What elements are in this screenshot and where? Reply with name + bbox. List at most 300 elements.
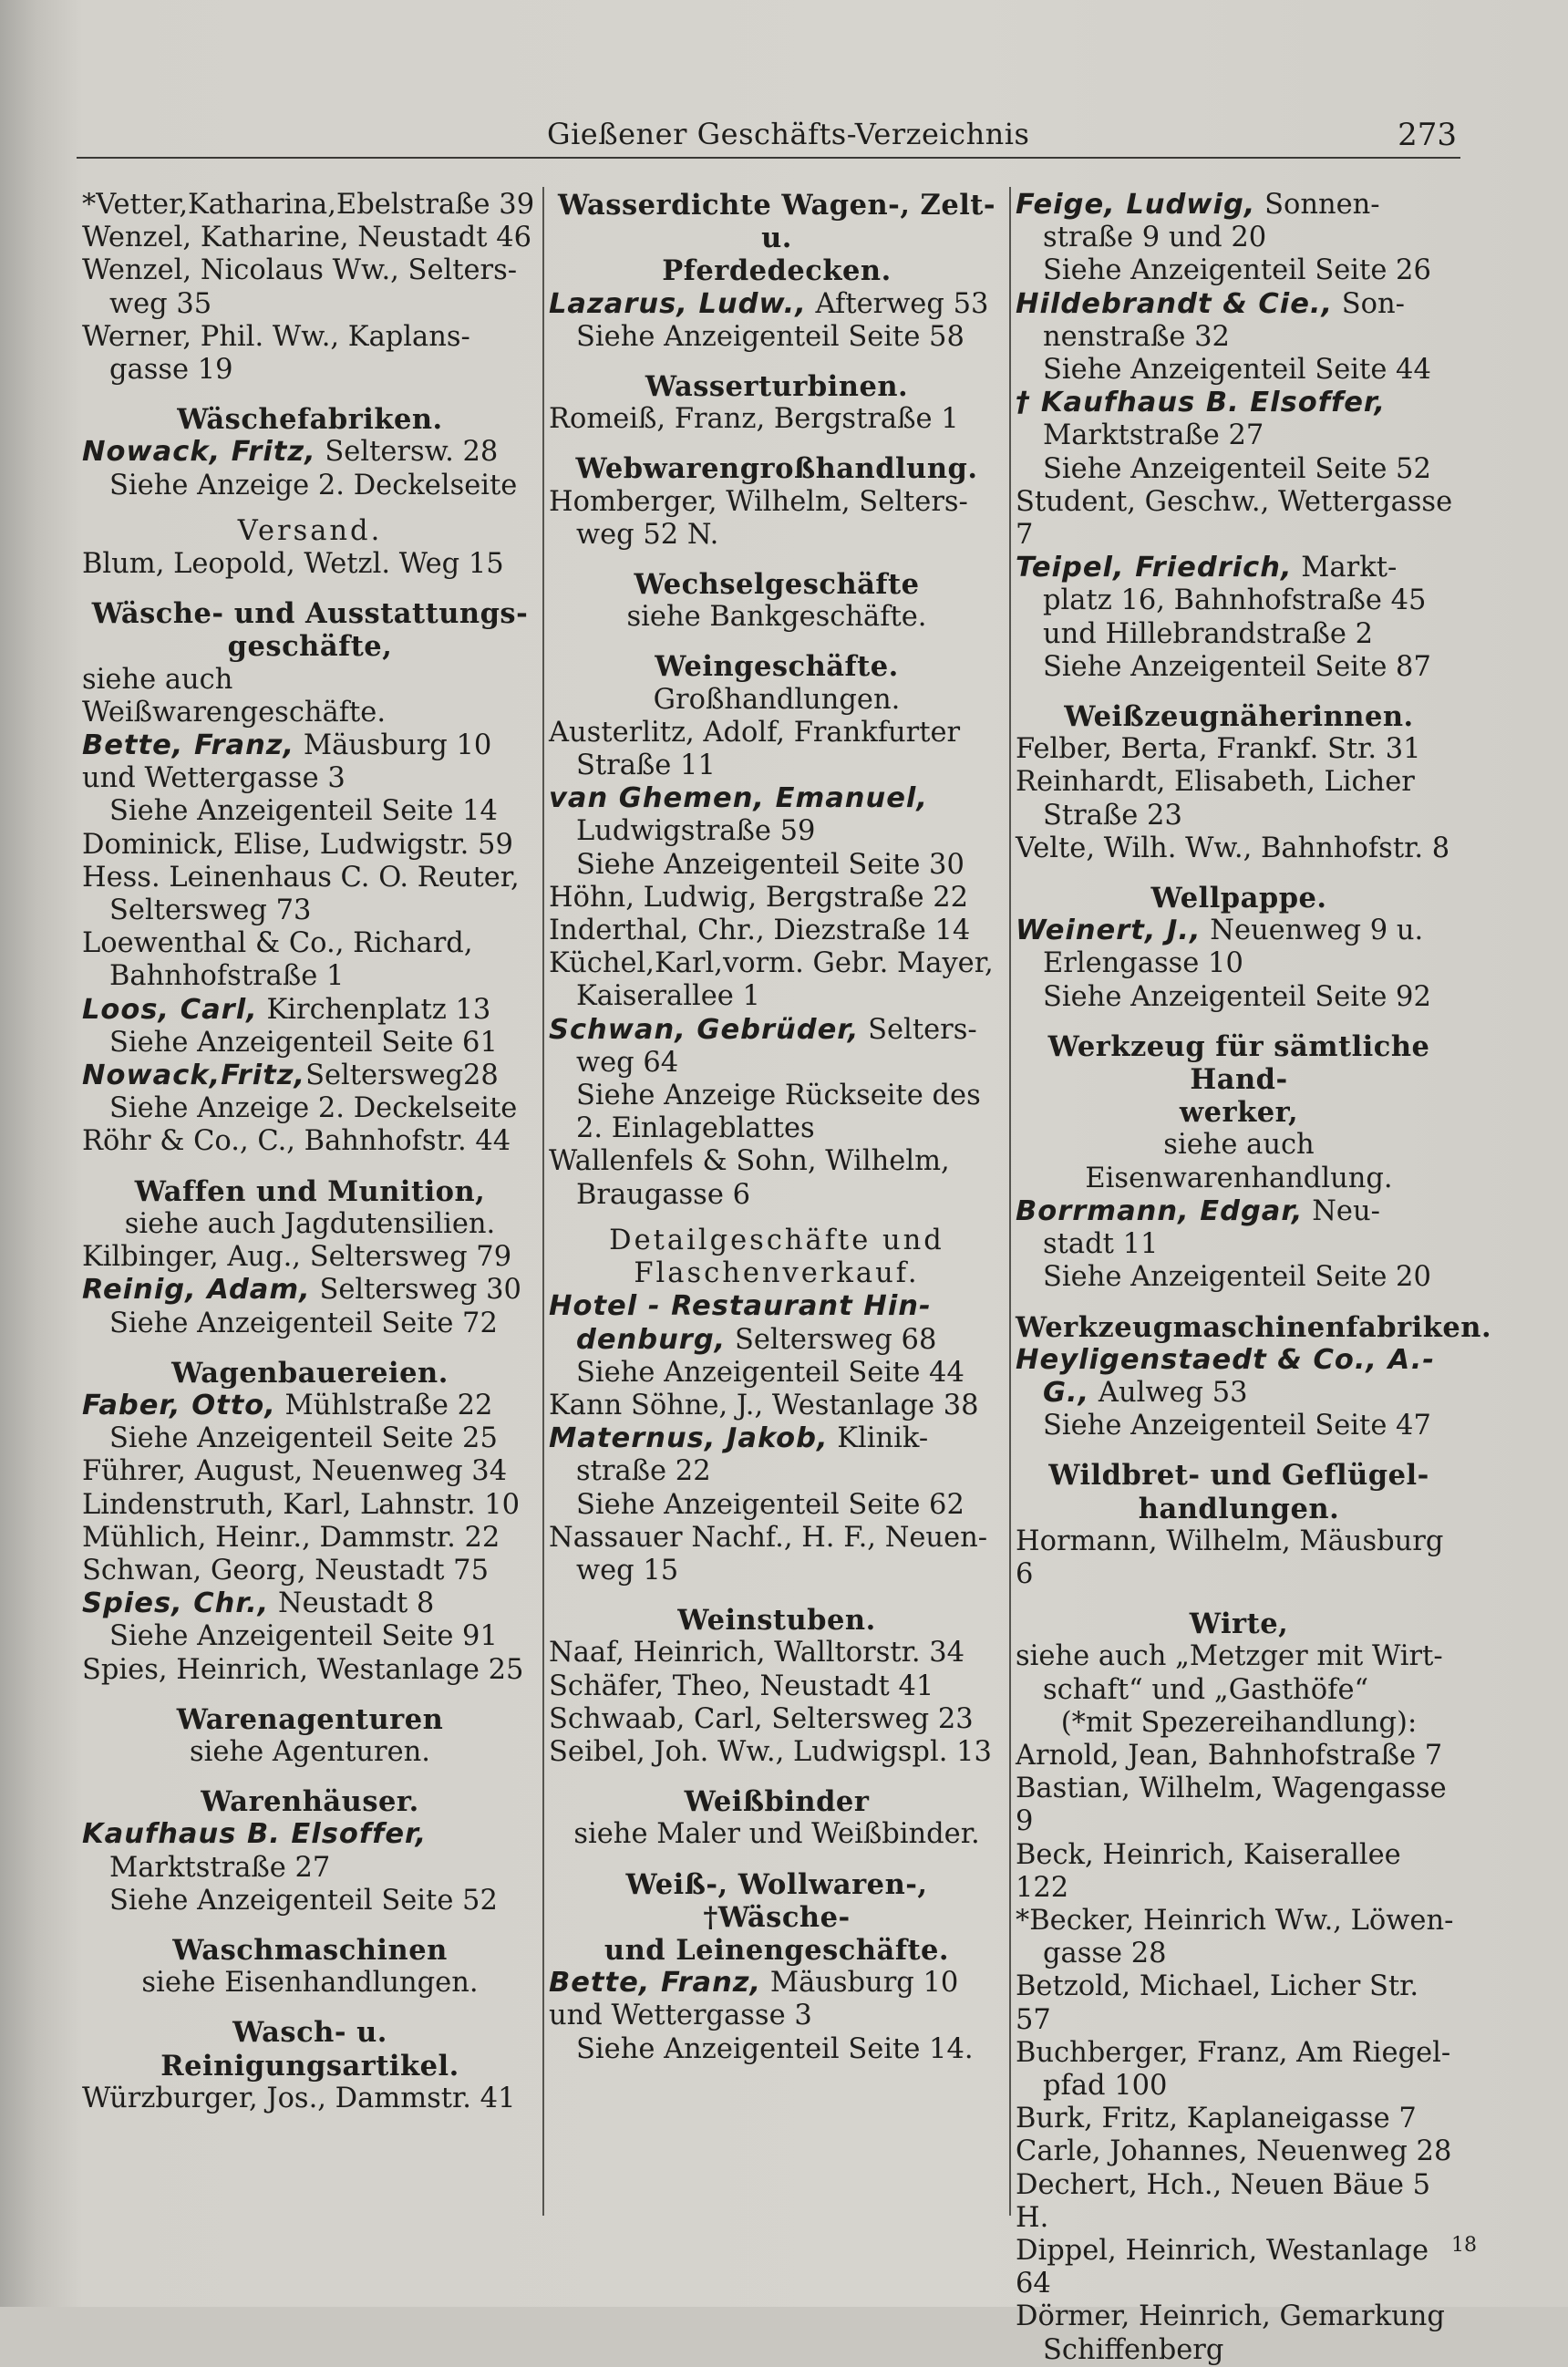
directory-entry bbox=[1016, 915, 1462, 947]
entry-text: Wellpappe. bbox=[1150, 882, 1327, 915]
section-heading bbox=[1016, 1310, 1492, 1344]
entry-text: Waschmaschinen bbox=[172, 1933, 448, 1967]
section-heading bbox=[1016, 700, 1462, 733]
advertiser-name: Nowack,Fritz, bbox=[82, 1059, 306, 1092]
entry-continuation bbox=[549, 1324, 1005, 1357]
advertiser-name: Hildebrandt & Cie., bbox=[1016, 287, 1334, 320]
directory-entry bbox=[82, 862, 538, 894]
directory-entry bbox=[82, 1059, 538, 1092]
entry-continuation bbox=[549, 1179, 1005, 1212]
entry-continuation bbox=[549, 1555, 1005, 1587]
entry-text: siehe Maler und Weißbinder. bbox=[573, 1818, 980, 1851]
entry-text: geschäfte, bbox=[227, 630, 393, 664]
entry-text: Hormann, Wilhelm, Mäusburg 6 bbox=[1016, 1525, 1444, 1590]
entry-text: Arnold, Jean, Bahnhofstraße 7 bbox=[1016, 1739, 1443, 1772]
entry-text: Werner, Phil. Ww., Kaplans- bbox=[82, 320, 470, 353]
entry-text: Webwarengroßhandlung. bbox=[575, 452, 978, 486]
directory-entry bbox=[549, 288, 1005, 321]
directory-entry bbox=[549, 1967, 1005, 2000]
directory-entry bbox=[1016, 2169, 1462, 2235]
advertiser-name: Reinig, Adam, bbox=[82, 1274, 311, 1307]
entry-text: und Leinengeschäfte. bbox=[603, 1933, 950, 1967]
entry-text: Selters- bbox=[859, 1013, 977, 1046]
entry-text: stadt 11 bbox=[1043, 1228, 1159, 1261]
entry-text: weg 64 bbox=[576, 1046, 679, 1079]
entry-text: Dechert, Hch., Neuen Bäue 5 H. bbox=[1016, 2168, 1431, 2234]
entry-text: schaft“ und „Gasthöfe“ bbox=[1043, 1673, 1369, 1706]
entry-text: Siehe Anzeigenteil Seite 14 bbox=[109, 795, 498, 828]
entry-continuation bbox=[82, 354, 538, 387]
directory-entry bbox=[82, 2083, 538, 2115]
entry-continuation bbox=[1016, 2070, 1462, 2103]
entry-text: Markt- bbox=[1292, 552, 1398, 584]
section-heading-continuation bbox=[1016, 1096, 1462, 1129]
entry-text: Wechselgeschäfte bbox=[634, 568, 920, 602]
sheet-signature: 18 bbox=[1451, 2234, 1477, 2257]
entry-text: Kaiserallee 1 bbox=[576, 980, 760, 1013]
entry-continuation bbox=[549, 1357, 1005, 1390]
page-number: 273 bbox=[1398, 117, 1457, 153]
directory-entry bbox=[1016, 1773, 1462, 1838]
entry-text: Siehe Anzeigenteil Seite 25 bbox=[109, 1422, 498, 1455]
entry-continuation bbox=[549, 849, 1005, 882]
directory-entry bbox=[82, 762, 538, 795]
entry-text: siehe Bankgeschäfte. bbox=[626, 601, 927, 634]
entry-text: Siehe Anzeige 2. Deckelseite bbox=[109, 1092, 518, 1125]
running-title: Gießener Geschäfts-Verzeichnis bbox=[547, 117, 1030, 151]
entry-text: Carle, Johannes, Neuenweg 28 bbox=[1016, 2135, 1452, 2168]
entry-text: Siehe Anzeigenteil Seite 47 bbox=[1043, 1410, 1431, 1442]
directory-entry bbox=[1016, 288, 1462, 321]
entry-text: Höhn, Ludwig, Bergstraße 22 bbox=[549, 881, 969, 914]
section-heading bbox=[82, 1175, 538, 1208]
cross-reference bbox=[549, 601, 1005, 634]
entry-text: pfad 100 bbox=[1043, 2069, 1168, 2102]
directory-entry bbox=[82, 321, 538, 354]
directory-entry bbox=[549, 1290, 1005, 1323]
entry-continuation bbox=[1016, 981, 1462, 1014]
column-left bbox=[82, 189, 538, 2115]
advertiser-name: van Ghemen, Emanuel, bbox=[549, 782, 928, 815]
entry-text: Velte, Wilh. Ww., Bahnhofstr. 8 bbox=[1016, 832, 1450, 864]
entry-text: Spies, Heinrich, Westanlage 25 bbox=[82, 1653, 524, 1686]
entry-text: Werkzeug für sämtliche Hand- bbox=[1047, 1029, 1430, 1097]
entry-text: Reinhardt, Elisabeth, Licher bbox=[1016, 766, 1415, 799]
entry-text: *Becker, Heinrich Ww., Löwen- bbox=[1016, 1904, 1454, 1937]
entry-continuation bbox=[549, 2033, 1005, 2066]
section-heading bbox=[549, 1868, 1005, 1934]
cross-reference bbox=[82, 1208, 538, 1241]
entry-text: und Hillebrandstraße 2 bbox=[1043, 617, 1374, 650]
entry-text: Mühlstraße 22 bbox=[275, 1389, 493, 1421]
entry-text: Kann Söhne, J., Westanlage 38 bbox=[549, 1389, 979, 1421]
entry-continuation bbox=[549, 980, 1005, 1013]
directory-entry bbox=[1016, 1525, 1462, 1591]
directory-entry bbox=[549, 1670, 1005, 1703]
entry-text: Mühlich, Heinr., Dammstr. 22 bbox=[82, 1521, 500, 1554]
advertiser-name: G., bbox=[1043, 1376, 1090, 1409]
entry-text: Erlengasse 10 bbox=[1043, 947, 1243, 980]
entry-text: Straße 23 bbox=[1043, 799, 1182, 832]
entry-continuation bbox=[82, 960, 538, 993]
directory-entry bbox=[1016, 1740, 1462, 1773]
advertiser-name: denburg, bbox=[576, 1323, 727, 1356]
entry-text: siehe auch Jagdutensilien. bbox=[124, 1207, 496, 1240]
entry-text: siehe Eisenhandlungen. bbox=[141, 1967, 479, 2000]
advertiser-name: Loos, Carl, bbox=[82, 993, 258, 1026]
entry-text: Seltersweg28 bbox=[305, 1059, 499, 1092]
entry-continuation bbox=[549, 1047, 1005, 1080]
section-heading bbox=[1016, 1459, 1462, 1492]
entry-text: Weiß-, Wollwaren-, †Wäsche- bbox=[625, 1867, 928, 1934]
entry-text: weg 15 bbox=[576, 1554, 679, 1587]
entry-text: Siehe Anzeigenteil Seite 52 bbox=[1043, 452, 1431, 485]
entry-text: (*mit Spezereihandlung): bbox=[1060, 1706, 1418, 1739]
entry-continuation bbox=[1016, 1410, 1462, 1442]
section-heading bbox=[82, 1357, 538, 1390]
section-heading bbox=[82, 2016, 538, 2082]
entry-text: weg 35 bbox=[109, 287, 212, 320]
entry-text: Son- bbox=[1333, 287, 1405, 320]
cross-reference bbox=[1016, 1129, 1462, 1194]
entry-text: Buchberger, Franz, Am Riegel- bbox=[1016, 2036, 1451, 2069]
section-heading-continuation bbox=[82, 630, 538, 663]
section-heading bbox=[549, 1604, 1005, 1637]
directory-entry bbox=[549, 947, 1005, 980]
directory-entry bbox=[549, 915, 1005, 947]
entry-text: Weingeschäfte. bbox=[655, 650, 899, 684]
entry-text: Hess. Leinenhaus C. O. Reuter, bbox=[82, 861, 520, 894]
advertiser-name: Maternus, Jakob, bbox=[549, 1422, 829, 1455]
entry-text: Seltersweg 73 bbox=[109, 894, 312, 927]
entry-text: Detailgeschäfte und bbox=[609, 1224, 944, 1256]
directory-entry bbox=[549, 782, 1005, 815]
entry-text: Siehe Anzeigenteil Seite 62 bbox=[576, 1488, 965, 1521]
entry-text: Röhr & Co., C., Bahnhofstr. 44 bbox=[82, 1125, 511, 1158]
advertiser-name: † Kaufhaus B. Elsoffer, bbox=[1016, 387, 1387, 419]
section-heading bbox=[549, 452, 1005, 485]
entry-continuation bbox=[549, 815, 1005, 848]
directory-entry bbox=[1016, 1344, 1462, 1377]
directory-entry bbox=[1016, 2235, 1462, 2300]
directory-entry bbox=[549, 1145, 1005, 1178]
entry-continuation bbox=[1016, 1938, 1462, 1970]
directory-entry bbox=[82, 664, 538, 729]
directory-entry bbox=[549, 717, 1005, 749]
advertiser-name: Weinert, J., bbox=[1016, 915, 1202, 947]
entry-text: Siehe Anzeigenteil Seite 87 bbox=[1043, 650, 1431, 683]
entry-text: Aulweg 53 bbox=[1089, 1376, 1248, 1409]
directory-entry bbox=[82, 548, 538, 581]
section-heading bbox=[549, 370, 1005, 403]
entry-text: Homberger, Wilhelm, Selters- bbox=[549, 485, 968, 518]
cross-reference bbox=[82, 1967, 538, 2000]
column-divider bbox=[1009, 187, 1011, 2216]
column-middle bbox=[549, 189, 1005, 2066]
directory-entry bbox=[82, 1390, 538, 1422]
entry-text: Dörmer, Heinrich, Gemarkung bbox=[1016, 2300, 1445, 2333]
entry-text: Siehe Anzeigenteil Seite 52 bbox=[109, 1884, 498, 1917]
entry-text: Seltersweg 30 bbox=[310, 1274, 521, 1307]
entry-text: Siehe Anzeigenteil Seite 58 bbox=[576, 320, 965, 353]
entry-text: Dippel, Heinrich, Westanlage 64 bbox=[1016, 2234, 1429, 2300]
entry-text: Siehe Anzeige 2. Deckelseite bbox=[109, 469, 518, 501]
entry-text: Blum, Leopold, Wetzl. Weg 15 bbox=[82, 548, 504, 581]
entry-continuation bbox=[1016, 1377, 1462, 1410]
entry-continuation bbox=[1016, 2334, 1462, 2367]
directory-entry bbox=[1016, 486, 1462, 552]
directory-entry bbox=[82, 222, 538, 254]
advertiser-name: Borrmann, Edgar, bbox=[1016, 1194, 1304, 1227]
entry-text: Siehe Anzeigenteil Seite 20 bbox=[1043, 1261, 1431, 1294]
entry-continuation bbox=[82, 1422, 538, 1455]
directory-entry bbox=[1016, 189, 1462, 222]
directory-entry bbox=[1016, 552, 1462, 584]
entry-text: Wasserdichte Wagen-, Zelt- u. bbox=[557, 189, 996, 255]
entry-continuation bbox=[1016, 651, 1462, 684]
entry-continuation bbox=[1016, 254, 1462, 287]
entry-text: *Vetter,Katharina,Ebelstraße 39 bbox=[82, 189, 535, 221]
entry-continuation bbox=[82, 795, 538, 828]
entry-text: Mäusburg 10 bbox=[761, 1967, 959, 2000]
entry-continuation bbox=[549, 1489, 1005, 1522]
entry-continuation bbox=[1016, 947, 1462, 980]
directory-entry bbox=[1016, 1195, 1462, 1228]
directory-entry bbox=[82, 927, 538, 960]
section-heading bbox=[82, 1785, 538, 1818]
directory-entry bbox=[82, 1555, 538, 1587]
entry-text: Marktstraße 27 bbox=[109, 1851, 331, 1884]
entry-text: platz 16, Bahnhofstraße 45 bbox=[1043, 584, 1427, 617]
entry-text: Neustadt 8 bbox=[269, 1587, 435, 1620]
section-heading-continuation bbox=[1016, 1493, 1462, 1525]
advertiser-name: Teipel, Friedrich, bbox=[1016, 552, 1293, 584]
directory-entry bbox=[82, 829, 538, 862]
entry-text: siehe auch „Metzger mit Wirt- bbox=[1016, 1640, 1443, 1673]
entry-continuation bbox=[82, 1308, 538, 1340]
entry-text: gasse 19 bbox=[109, 354, 233, 387]
entry-text: Siehe Anzeigenteil Seite 92 bbox=[1043, 980, 1431, 1013]
subsection-heading bbox=[82, 515, 538, 548]
directory-entry bbox=[549, 882, 1005, 915]
entry-continuation bbox=[549, 519, 1005, 552]
advertiser-name: Bette, Franz, bbox=[549, 1967, 762, 2000]
entry-continuation bbox=[82, 1852, 538, 1885]
directory-entry bbox=[549, 1736, 1005, 1769]
entry-text: Siehe Anzeigenteil Seite 14. bbox=[576, 2032, 974, 2065]
entry-text: Kilbinger, Aug., Seltersweg 79 bbox=[82, 1241, 512, 1274]
directory-entry bbox=[82, 1125, 538, 1158]
entry-text: Bahnhofstraße 1 bbox=[109, 960, 345, 993]
entry-continuation bbox=[549, 1112, 1005, 1145]
entry-text: Siehe Anzeigenteil Seite 91 bbox=[109, 1620, 498, 1653]
entry-text: Waffen und Munition, bbox=[134, 1174, 486, 1208]
advertiser-name: Bette, Franz, bbox=[82, 729, 295, 762]
directory-entry bbox=[82, 254, 538, 287]
entry-continuation bbox=[549, 1080, 1005, 1112]
entry-text: Inderthal, Chr., Diezstraße 14 bbox=[549, 915, 971, 947]
advertiser-name: Schwan, Gebrüder, bbox=[549, 1013, 860, 1046]
entry-text: Wenzel, Nicolaus Ww., Selters- bbox=[82, 254, 518, 287]
entry-text: Lindenstruth, Karl, Lahnstr. 10 bbox=[82, 1488, 521, 1521]
entry-continuation bbox=[549, 749, 1005, 782]
advertiser-name: Hotel - Restaurant Hin- bbox=[549, 1290, 932, 1323]
entry-text: Siehe Anzeigenteil Seite 30 bbox=[576, 848, 965, 881]
entry-text: Wäschefabriken. bbox=[177, 403, 443, 437]
entry-text: Ludwigstraße 59 bbox=[576, 815, 816, 848]
directory-entry bbox=[1016, 1905, 1462, 1938]
cross-reference bbox=[82, 1736, 538, 1769]
advertiser-name: Kaufhaus B. Elsoffer, bbox=[82, 1818, 428, 1851]
entry-text: Braugasse 6 bbox=[576, 1178, 750, 1211]
entry-text: Nassauer Nachf., H. F., Neuen- bbox=[549, 1521, 988, 1554]
directory-entry bbox=[82, 189, 538, 222]
section-heading bbox=[1016, 1030, 1462, 1096]
directory-entry bbox=[1016, 1970, 1462, 2036]
entry-text: Wallenfels & Sohn, Wilhelm, bbox=[549, 1145, 950, 1178]
directory-entry bbox=[1016, 2103, 1462, 2135]
section-heading-continuation bbox=[549, 254, 1005, 287]
subsection-heading bbox=[549, 1257, 1005, 1290]
directory-entry bbox=[1016, 766, 1462, 799]
advertiser-name: Lazarus, Ludw., bbox=[549, 287, 807, 320]
entry-text: Siehe Anzeigenteil Seite 26 bbox=[1043, 254, 1431, 287]
entry-text: handlungen. bbox=[1138, 1492, 1340, 1525]
entry-continuation bbox=[1016, 419, 1462, 452]
entry-text: Bastian, Wilhelm, Wagengasse 9 bbox=[1016, 1773, 1447, 1838]
section-heading-continuation bbox=[549, 1934, 1005, 1967]
entry-text: Küchel,Karl,vorm. Gebr. Mayer, bbox=[549, 947, 994, 980]
directory-entry bbox=[82, 1818, 538, 1851]
entry-continuation bbox=[1016, 584, 1462, 617]
section-heading bbox=[1016, 1607, 1462, 1640]
entry-text: Romeiß, Franz, Bergstraße 1 bbox=[549, 403, 959, 436]
entry-text: Straße 11 bbox=[576, 749, 716, 782]
entry-text: straße 22 bbox=[576, 1455, 711, 1488]
entry-text: Schwan, Georg, Neustadt 75 bbox=[82, 1554, 489, 1587]
section-heading bbox=[82, 597, 538, 630]
entry-text: Afterweg 53 bbox=[806, 287, 989, 320]
section-heading bbox=[549, 568, 1005, 601]
directory-entry bbox=[82, 436, 538, 469]
advertiser-name: Faber, Otto, bbox=[82, 1389, 276, 1421]
directory-entry bbox=[82, 1654, 538, 1687]
entry-text: Pferdedecken. bbox=[662, 254, 892, 288]
section-heading bbox=[82, 403, 538, 436]
directory-entry bbox=[549, 1422, 1005, 1455]
entry-text: Neuenweg 9 u. bbox=[1201, 915, 1424, 947]
entry-text: Weißzeugnäherinnen. bbox=[1064, 700, 1414, 734]
entry-continuation bbox=[1016, 321, 1462, 354]
directory-entry bbox=[549, 1014, 1005, 1047]
entry-text: Burk, Fritz, Kaplaneigasse 7 bbox=[1016, 2103, 1417, 2135]
entry-text: Wildbret- und Geflügel- bbox=[1048, 1459, 1429, 1493]
entry-continuation bbox=[1016, 453, 1462, 486]
directory-entry bbox=[82, 1489, 538, 1522]
entry-text: Großhandlungen. bbox=[653, 683, 901, 716]
directory-entry bbox=[1016, 2037, 1462, 2070]
directory-entry bbox=[549, 1703, 1005, 1736]
entry-text: Siehe Anzeigenteil Seite 61 bbox=[109, 1026, 498, 1059]
entry-continuation bbox=[82, 288, 538, 321]
entry-text: Wenzel, Katharine, Neustadt 46 bbox=[82, 222, 532, 254]
directory-entry bbox=[549, 2000, 1005, 2032]
entry-text: Dominick, Elise, Ludwigstr. 59 bbox=[82, 828, 513, 861]
entry-text: Wasch- u. Reinigungsartikel. bbox=[160, 2016, 459, 2083]
entry-continuation bbox=[1016, 618, 1462, 651]
page-header bbox=[547, 117, 1459, 162]
entry-text: Werkzeugmaschinenfabriken. bbox=[1016, 1310, 1492, 1344]
entry-text: siehe Agenturen. bbox=[190, 1735, 430, 1768]
section-heading bbox=[549, 1785, 1005, 1818]
entry-text: Siehe Anzeigenteil Seite 44 bbox=[576, 1356, 965, 1389]
entry-text: Führer, August, Neuenweg 34 bbox=[82, 1455, 508, 1488]
directory-entry bbox=[1016, 832, 1462, 865]
entry-text: Weißbinder bbox=[684, 1785, 870, 1819]
entry-text: Austerlitz, Adolf, Frankfurter bbox=[549, 716, 961, 749]
entry-text: Wasserturbinen. bbox=[645, 370, 909, 404]
entry-continuation bbox=[549, 1455, 1005, 1488]
directory-entry bbox=[1016, 2300, 1462, 2333]
directory-entry bbox=[1016, 733, 1462, 766]
entry-continuation bbox=[82, 1620, 538, 1653]
section-heading bbox=[549, 650, 1005, 683]
advertiser-name: Nowack, Fritz, bbox=[82, 436, 316, 469]
advertiser-name: Heyligenstaedt & Co., A.- bbox=[1016, 1343, 1436, 1376]
cross-reference bbox=[549, 684, 1005, 717]
directory-entry bbox=[549, 1390, 1005, 1422]
entry-text: werker, bbox=[1179, 1096, 1299, 1130]
entry-text: 2. Einlageblattes bbox=[576, 1112, 815, 1145]
entry-continuation bbox=[82, 894, 538, 927]
entry-text: Felber, Berta, Frankf. Str. 31 bbox=[1016, 733, 1421, 766]
cross-reference bbox=[549, 1818, 1005, 1851]
entry-text: Flaschenverkauf. bbox=[634, 1257, 920, 1290]
entry-continuation bbox=[1016, 1261, 1462, 1294]
entry-text: nenstraße 32 bbox=[1043, 320, 1230, 353]
entry-text: Betzold, Michael, Licher Str. 57 bbox=[1016, 1970, 1419, 2036]
section-heading bbox=[1016, 882, 1462, 915]
entry-text: Seltersw. 28 bbox=[315, 436, 499, 469]
entry-text: Weinstuben. bbox=[677, 1604, 876, 1638]
entry-text: Student, Geschw., Wettergasse 7 bbox=[1016, 485, 1453, 552]
entry-text: siehe auch Eisenwarenhandlung. bbox=[1085, 1129, 1393, 1194]
entry-text: Siehe Anzeige Rückseite des bbox=[576, 1080, 981, 1112]
entry-text: Würzburger, Jos., Dammstr. 41 bbox=[82, 2082, 516, 2114]
advertiser-name: Feige, Ludwig, bbox=[1016, 189, 1256, 221]
directory-entry bbox=[549, 403, 1005, 436]
entry-continuation bbox=[1016, 1228, 1462, 1261]
directory-entry bbox=[82, 729, 538, 762]
entry-text: Beck, Heinrich, Kaiserallee 122 bbox=[1016, 1838, 1401, 1904]
directory-entry bbox=[82, 1455, 538, 1488]
entry-continuation bbox=[1016, 222, 1462, 254]
entry-text: Neu- bbox=[1303, 1194, 1380, 1227]
directory-entry bbox=[82, 1587, 538, 1620]
entry-text: Naaf, Heinrich, Walltorstr. 34 bbox=[549, 1637, 965, 1669]
advertiser-name: Spies, Chr., bbox=[82, 1587, 270, 1620]
entry-continuation bbox=[82, 1027, 538, 1059]
entry-text: Wagenbauereien. bbox=[171, 1356, 449, 1390]
directory-entry bbox=[549, 486, 1005, 519]
directory-entry bbox=[1016, 387, 1462, 419]
entry-text: und Wettergasse 3 bbox=[549, 2000, 812, 2032]
entry-text: und Wettergasse 3 bbox=[82, 762, 346, 795]
entry-text: Versand. bbox=[237, 514, 383, 547]
entry-text: gasse 28 bbox=[1043, 1938, 1167, 1970]
entry-text: Schiffenberg bbox=[1043, 2333, 1224, 2366]
entry-text: Klinik- bbox=[828, 1422, 929, 1455]
